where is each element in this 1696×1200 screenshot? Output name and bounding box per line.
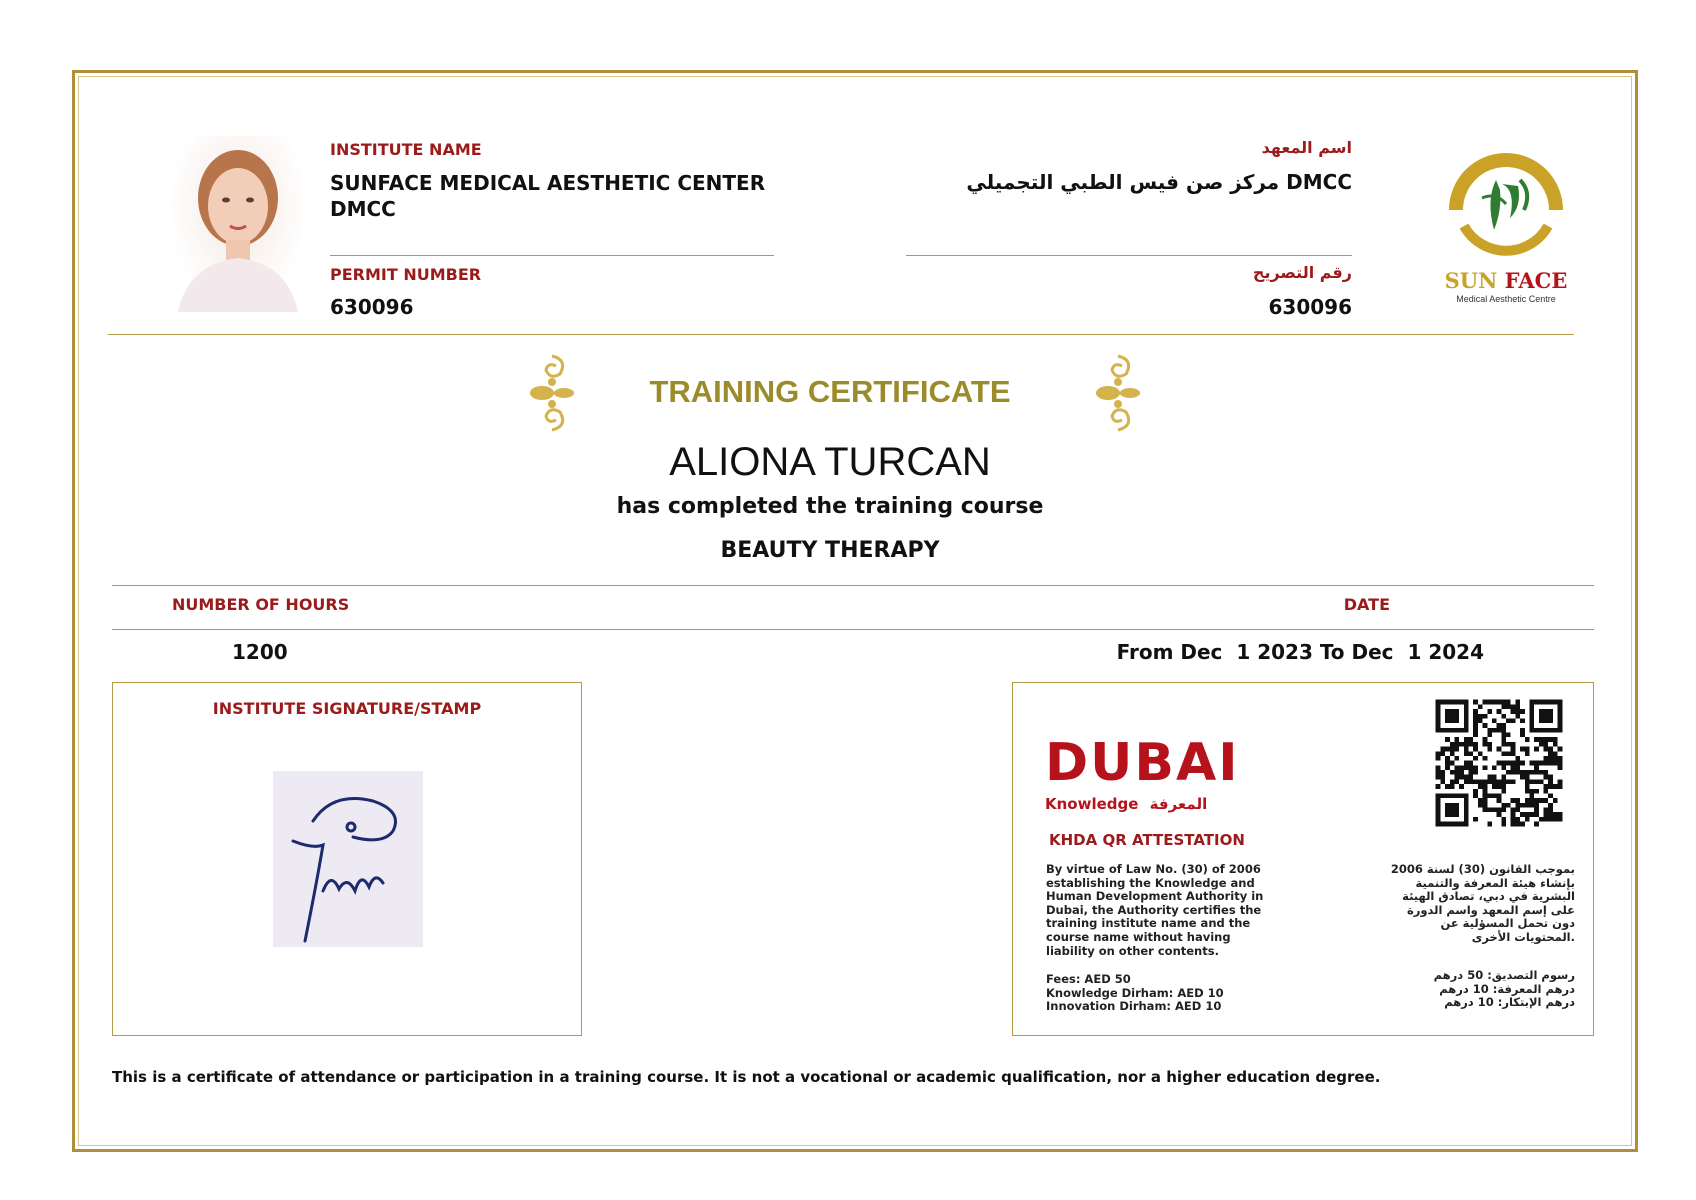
attestation-ar-line: البشرية في دبي، تصادق الهيئة: [1402, 889, 1575, 904]
attestation-en-line: training institute name and the: [1046, 916, 1251, 931]
handwritten-signature-icon: [273, 771, 423, 947]
attestation-ar-text: [1303, 863, 1575, 945]
signature-label: INSTITUTE SIGNATURE/STAMP: [212, 699, 482, 718]
permit-number-label-ar: رقم التصريح: [1252, 263, 1352, 282]
institute-name-value-ar: DMCC مركز صن فيس الطبي التجميلي: [966, 170, 1352, 194]
attestation-heading: KHDA QR ATTESTATION: [1049, 831, 1245, 849]
permit-number-value-ar: 630096: [1268, 295, 1352, 319]
sunface-logo: [1436, 140, 1576, 310]
fee-line-ar: درهم المعرفة: 10 درهم: [1439, 981, 1575, 996]
institute-name-underline-ar: [906, 255, 1352, 256]
course-name: BEAUTY THERAPY: [720, 538, 940, 563]
dubai-logo: DUBAI: [1045, 733, 1240, 793]
date-value: From Dec 1 2023 To Dec 1 2024: [1116, 640, 1484, 664]
attestation-en-line: establishing the Knowledge and: [1046, 875, 1255, 890]
ornament-right-icon: [1086, 350, 1150, 436]
completion-statement: has completed the training course: [616, 494, 1044, 519]
date-label: DATE: [1343, 595, 1390, 614]
fee-line-ar: درهم الإبتكار: 10 درهم: [1444, 995, 1575, 1010]
attestation-box: [1012, 682, 1594, 1036]
sunface-emblem-icon: [1436, 140, 1576, 270]
sunface-brand: [1436, 270, 1576, 292]
knowledge-en: Knowledge: [1045, 795, 1139, 813]
header-divider: [108, 334, 1574, 335]
institute-name-line1: SUNFACE MEDICAL AESTHETIC CENTER: [330, 171, 766, 195]
attestation-en-line: liability on other contents.: [1046, 943, 1219, 958]
details-bottom-divider: [112, 629, 1594, 630]
fee-line-ar: رسوم التصديق: 50 درهم: [1433, 968, 1575, 982]
sunface-brand-sun: SUN: [1444, 268, 1498, 293]
qr-code-icon[interactable]: [1431, 695, 1567, 831]
attestation-ar-line: .المحتويات الأخرى: [1471, 929, 1575, 944]
signature-box: [112, 682, 582, 1036]
ornament-left-icon: [520, 350, 584, 436]
institute-name-label-ar: اسم المعهد: [1261, 138, 1352, 157]
attestation-ar-line: على إسم المعهد واسم الدورة: [1406, 902, 1575, 917]
attestation-en-text: [1046, 863, 1296, 958]
attestation-fees-en: [1046, 973, 1296, 1014]
disclaimer-text: This is a certificate of attendance or participation in a training course. It is not a vocational or academic qualification, nor a higher education degree.: [112, 1068, 1381, 1086]
hours-label: NUMBER OF HOURS: [172, 595, 350, 614]
permit-number-value: 630096: [330, 295, 414, 319]
attestation-en-line: Dubai, the Authority certifies the: [1046, 902, 1262, 917]
attestation-en-line: course name without having: [1046, 929, 1231, 944]
sunface-tagline: Medical Aesthetic Centre: [1456, 294, 1556, 304]
fee-line: Knowledge Dirham: AED 10: [1046, 985, 1224, 1000]
attestation-en-line: Human Development Authority in: [1046, 889, 1264, 904]
attestation-en-line: By virtue of Law No. (30) of 2006: [1046, 862, 1261, 876]
attestation-ar-line: بإنشاء هيئة المعرفة والتنمية: [1415, 875, 1575, 890]
institute-name-label: INSTITUTE NAME: [330, 140, 482, 159]
institute-name-line2: DMCC: [330, 197, 396, 221]
certificate-title: TRAINING CERTIFICATE: [649, 374, 1011, 409]
recipient-name: ALIONA TURCAN: [669, 440, 991, 484]
institute-name-underline: [330, 255, 774, 256]
fee-line: Fees: AED 50: [1046, 972, 1131, 986]
knowledge-logo-text: [1045, 795, 1207, 813]
signature-stamp: [273, 771, 423, 947]
knowledge-ar: المعرفة: [1149, 795, 1208, 813]
attestation-ar-line: دون تحمل المسؤلية عن: [1440, 916, 1575, 931]
details-top-divider: [112, 585, 1594, 586]
attestation-fees-ar: [1303, 969, 1575, 1010]
recipient-photo: [168, 136, 308, 312]
institute-name-value: [330, 170, 765, 222]
attestation-ar-line: بموجب القانون (30) لسنة 2006: [1390, 862, 1575, 876]
sunface-brand-face: FACE: [1504, 268, 1568, 293]
hours-value: 1200: [232, 640, 288, 664]
permit-number-label: PERMIT NUMBER: [330, 265, 482, 284]
person-portrait-icon: [168, 136, 308, 312]
fee-line: Innovation Dirham: AED 10: [1046, 999, 1222, 1014]
